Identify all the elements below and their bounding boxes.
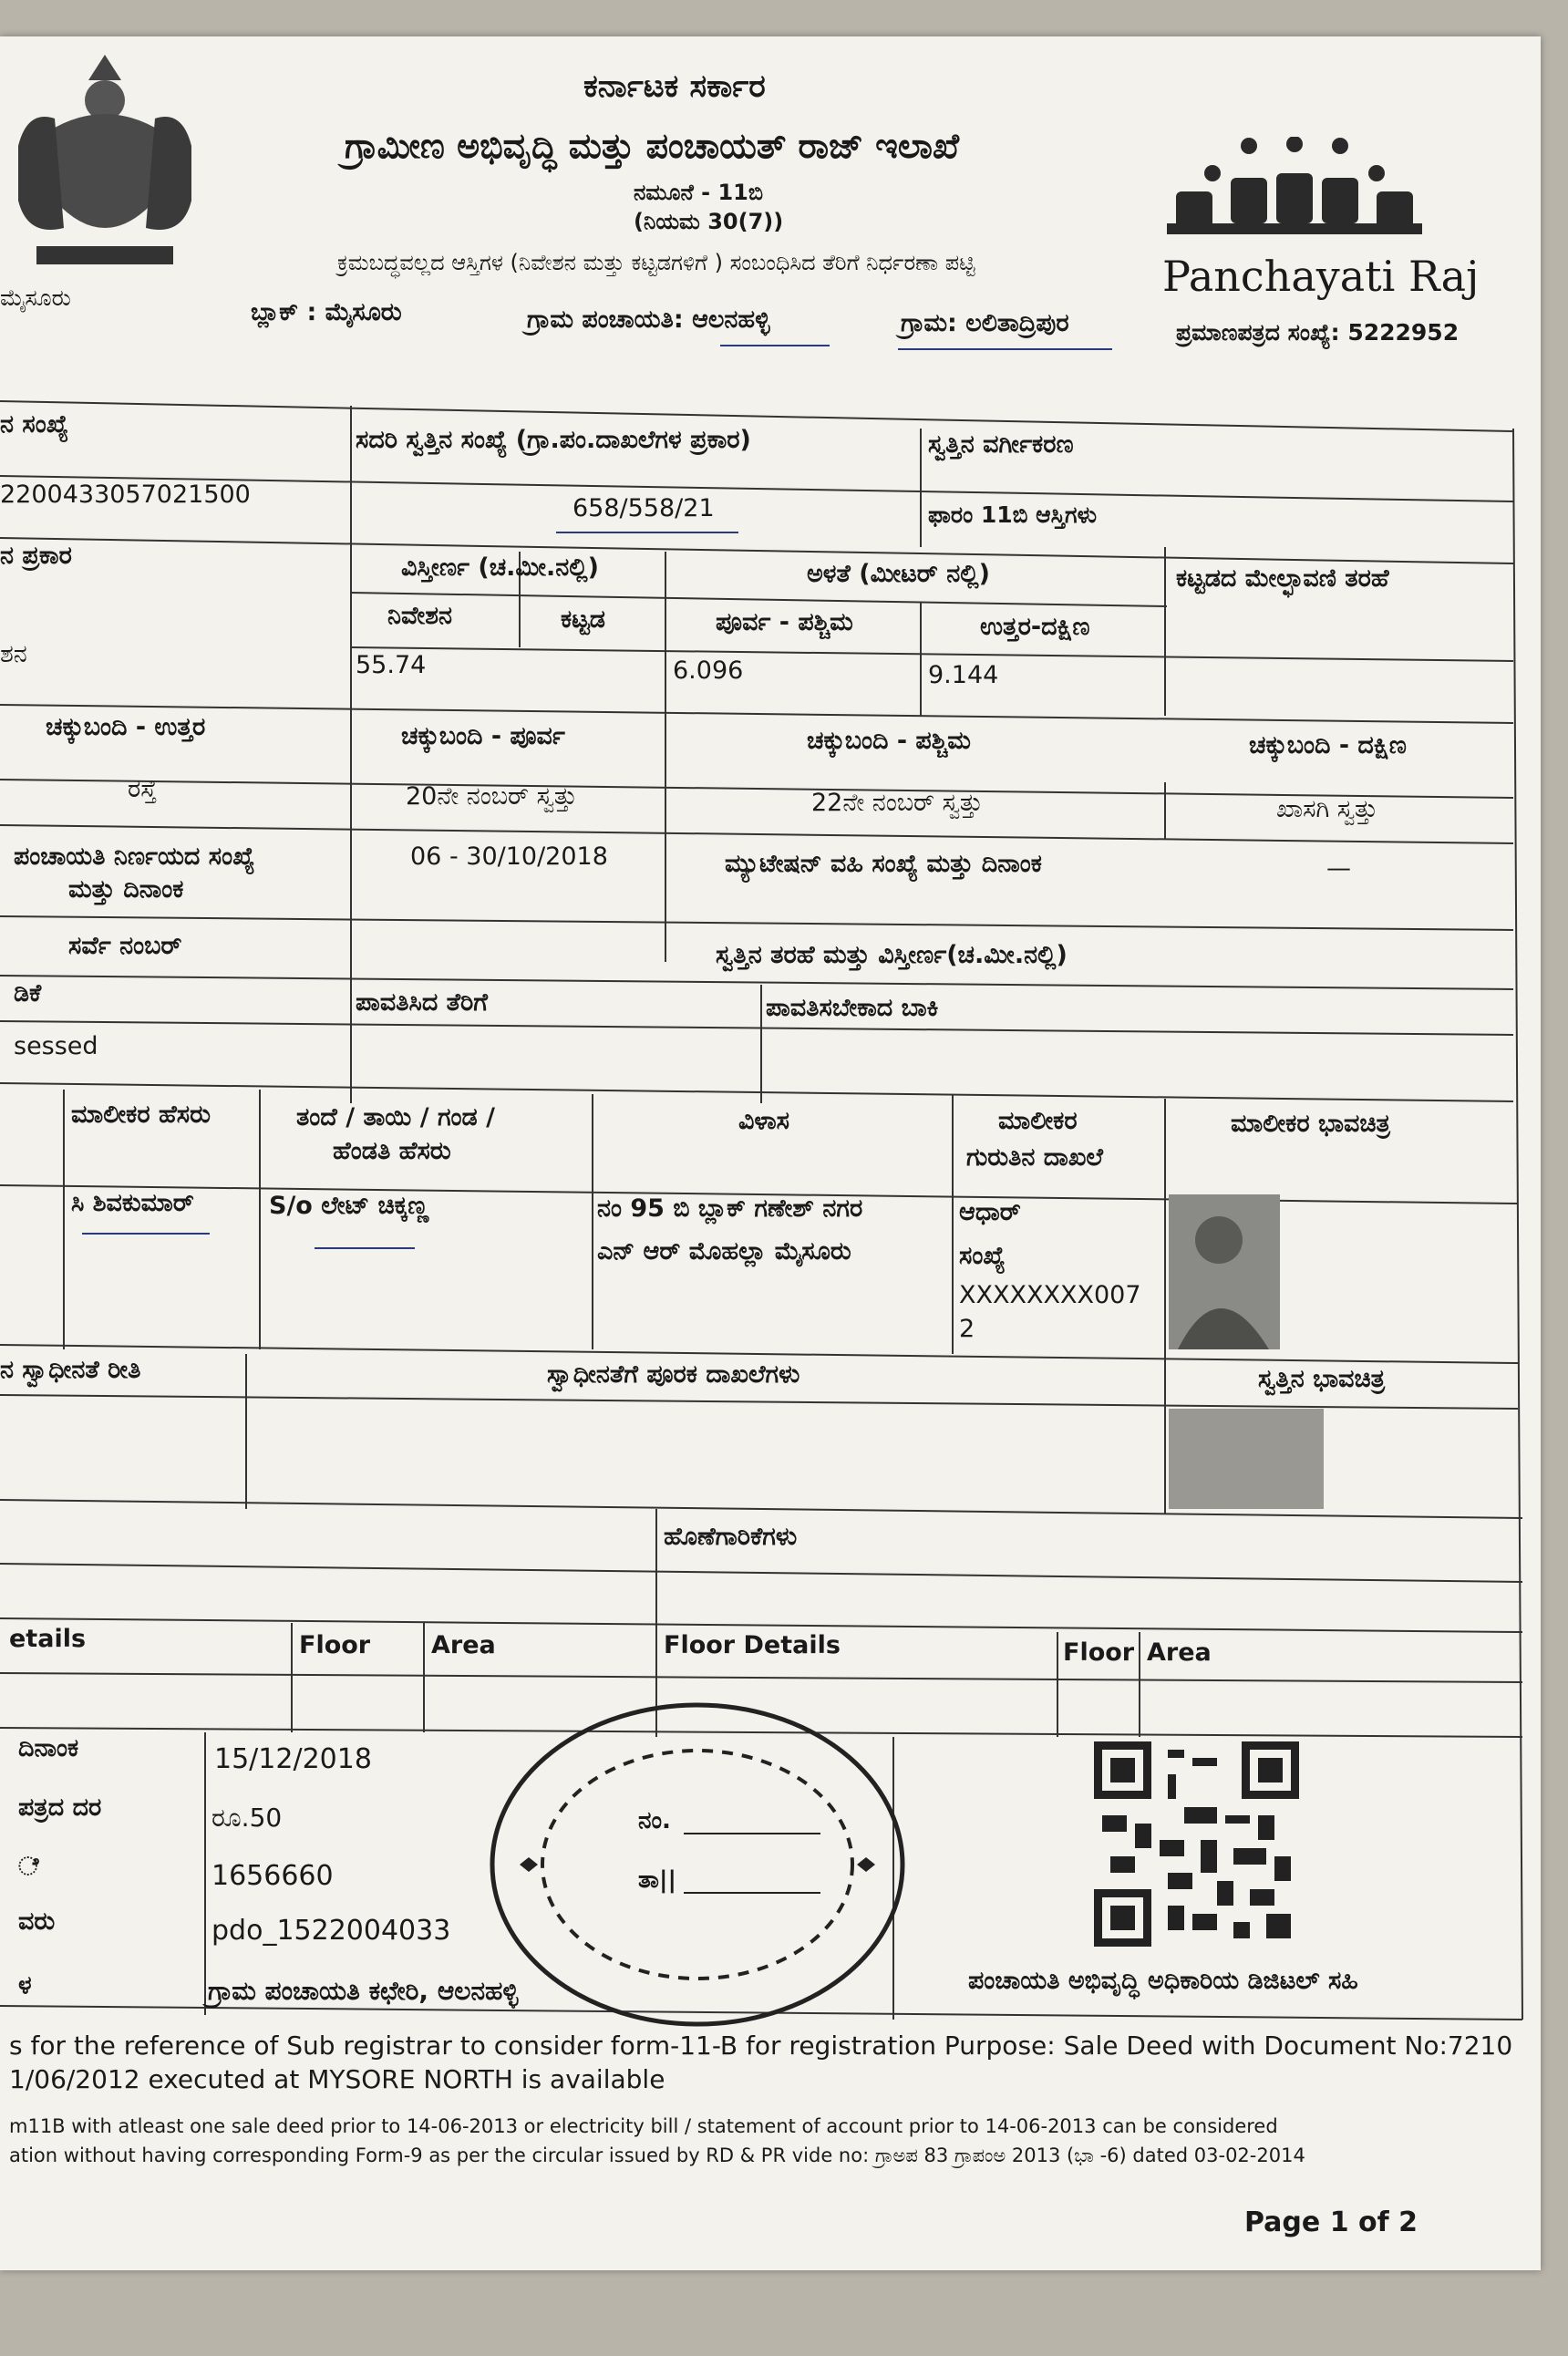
east-west-label: ಪೂರ್ವ - ಪಶ್ಚಿಮ <box>716 608 853 636</box>
roof-type-label: ಕಟ್ಟಡದ ಮೇಲ್ಛಾವಣಿ ತರಹೆ <box>1176 564 1389 593</box>
tax-demand-label: ಡಿಕೆ <box>14 979 42 1008</box>
owner-address-line-1: ನಂ 95 ಬಿ ಬ್ಲಾಕ್ ಗಣೇಶ್ ನಗರ <box>597 1194 863 1223</box>
mutation-value: — <box>1326 854 1351 883</box>
note-line-1: s for the reference of Sub registrar to consider form-11-B for registration Purpose: Sale Deed with Document No:7210 <box>9 2030 1513 2061</box>
district-label: ಮೈಸೂರು <box>0 284 71 311</box>
west-boundary-label: ಚಕ್ಕುಬಂದಿ - ಪಶ್ಚಿಮ <box>807 727 971 755</box>
resolution-value: 06 - 30/10/2018 <box>410 842 608 871</box>
floor-details-right-label: Floor Details <box>664 1631 841 1659</box>
issued-by: pdo_1522004033 <box>211 1915 451 1947</box>
south-boundary-value: ಖಾಸಗಿ ಸ್ವತ್ತು <box>1276 795 1378 823</box>
north-south-value: 9.144 <box>928 661 999 689</box>
issued-by-label: ವರು <box>18 1907 56 1936</box>
property-photo <box>1169 1409 1324 1509</box>
relation-label: ತಂದೆ / ತಾಯಿ / ಗಂಡ / <box>296 1103 495 1132</box>
classification-label: ಸ್ವತ್ತಿನ ವರ್ಗೀಕರಣ <box>928 430 1074 459</box>
floor-details-left-label: etails <box>9 1625 87 1653</box>
village-name: ಗ್ರಾಮ: ಲಲಿತಾದ್ರಿಪುರ <box>901 309 1069 337</box>
area-label: ವಿಸ್ತೀರ್ಣ (ಚ.ಮೀ.ನಲ್ಲಿ) <box>401 553 599 582</box>
east-boundary-value: 20ನೇ ನಂಬರ್ ಸ್ವತ್ತು <box>406 782 578 811</box>
classification-value: ಫಾರಂ 11ಬಿ ಆಸ್ತಿಗಳು <box>928 501 1098 528</box>
owner-photo <box>1169 1194 1280 1349</box>
address-label: ವಿಳಾಸ <box>738 1107 789 1135</box>
property-type-label: ನ ಪ್ರಕಾರ <box>0 542 72 570</box>
owner-aadhaar-number: XXXXXXXX007 <box>959 1281 1141 1309</box>
resolution-label-2: ಮತ್ತು ದಿನಾಂಕ <box>68 875 184 904</box>
issue-date-label: ದಿನಾಂಕ <box>18 1734 79 1762</box>
property-gp-number-label: ಸದರಿ ಸ್ವತ್ತಿನ ಸಂಖ್ಯೆ (ಗ್ರಾ.ಪಂ.ದಾಖಲೆಗಳ ಪ್ರಕಾರ) <box>356 426 751 454</box>
resolution-label: ಪಂಚಾಯತಿ ನಿರ್ಣಯದ ಸಂಖ್ಯೆ <box>14 842 255 871</box>
owner-aadhaar-number-2: 2 <box>959 1315 975 1343</box>
fee-label: ಪತ್ರದ ದರ <box>18 1793 102 1822</box>
stamp-date: ತಾ|| <box>638 1866 676 1894</box>
mutation-label: ಮ್ಯುಟೇಷನ್ ವಹಿ ಸಂಖ್ಯೆ ಮತ್ತು ದಿನಾಂಕ <box>725 850 1042 878</box>
floor-right-label: Floor <box>1063 1638 1135 1667</box>
relation-label-2: ಹೆಂಡತಿ ಹೆಸರು <box>333 1137 451 1165</box>
property-type-area-label: ಸ್ವತ್ತಿನ ತರಹೆ ಮತ್ತು ವಿಸ್ತೀರ್ಣ(ಚ.ಮೀ.ನಲ್ಲಿ) <box>716 941 1068 969</box>
owner-id-label: ಮಾಲೀಕರ <box>998 1107 1078 1135</box>
place-label: ಳ <box>18 1971 32 2000</box>
govt-title: ಕರ್ನಾಟಕ ಸರ್ಕಾರ <box>583 68 766 105</box>
ownership-docs-label: ಸ್ವಾಧೀನತೆಗೆ ಪೂರಕ ದಾಖಲೆಗಳು <box>547 1360 800 1389</box>
property-number: 658/558/21 <box>573 494 715 522</box>
qr-code-icon <box>1094 1741 1299 1947</box>
fee-value: ರೂ.50 <box>211 1803 283 1833</box>
office-seal-stamp-icon <box>483 1696 912 2033</box>
gram-panchayat-name: ಗ್ರಾಮ ಪಂಚಾಯತಿ: ಆಲನಹಳ್ಳಿ <box>527 305 770 334</box>
tax-paid-label: ಪಾವತಿಸಿದ ತೆರಿಗೆ <box>356 988 488 1017</box>
assessed-label: sessed <box>14 1032 98 1060</box>
site-label: ನಿವೇಶನ <box>387 602 453 630</box>
owner-relation: S/o ಲೇಟ್ ಚಿಕ್ಕಣ್ಣ <box>269 1192 429 1220</box>
owner-id-type: ಆಧಾರ್ <box>959 1198 1021 1226</box>
floor-left-label: Floor <box>299 1631 371 1659</box>
stamp-number: ನಂ. <box>638 1807 671 1834</box>
form-subtitle: ಕ್ರಮಬದ್ಧವಲ್ಲದ ಆಸ್ತಿಗಳ (ನಿವೇಶನ ಮತ್ತು ಕಟ್ಟಡಗಳಿಗೆ ) ಸಂಬಂಧಿಸಿದ ತೆರಿಗೆ ನಿರ್ಧರಣಾ ಪಟ್ಟಿ <box>337 250 975 275</box>
owner-name: ಸಿ ಶಿವಕುಮಾರ್ <box>71 1189 194 1217</box>
note-line-3: m11B with atleast one sale deed prior to 14-06-2013 or electricity bill / statement of account prior to 14-06-2013 can be considered <box>9 2115 1278 2137</box>
issue-place: ಗ್ರಾಮ ಪಂಚಾಯತಿ ಕಛೇರಿ, ಆಲನಹಳ್ಳಿ <box>208 1976 519 2006</box>
rule-number: (ನಿಯಮ 30(7)) <box>634 209 784 234</box>
east-boundary-label: ಚಕ್ಕುಬಂದಿ - ಪೂರ್ವ <box>401 722 565 750</box>
certificate-number: ಪ್ರಮಾಣಪತ್ರದ ಸಂಖ್ಯೆ: 5222952 <box>1176 319 1460 346</box>
property-type-value: ಶನ <box>0 640 27 668</box>
owner-id-type-2: ಸಂಖ್ಯೆ <box>959 1242 1006 1270</box>
east-west-value: 6.096 <box>673 656 744 685</box>
digital-signature-label: ಪಂಚಾಯತಿ ಅಭಿವೃದ್ಧಿ ಅಧಿಕಾರಿಯ ಡಿಜಿಟಲ್ ಸಹಿ <box>968 1967 1358 1995</box>
owner-address-line-2: ಎನ್ ಆರ್ ಮೊಹಲ್ಲಾ ಮೈಸೂರು <box>597 1237 851 1266</box>
survey-number-label: ಸರ್ವೆ ನಂಬರ್ <box>68 932 182 960</box>
north-south-label: ಉತ್ತರ-ದಕ್ಷಿಣ <box>980 613 1090 641</box>
issue-number-label: ೆ <box>18 1853 39 1881</box>
note-line-2: 1/06/2012 executed at MYSORE NORTH is available <box>9 2064 665 2094</box>
issue-date: 15/12/2018 <box>214 1743 372 1775</box>
measure-label: ಅಳತೆ (ಮೀಟರ್ ನಲ್ಲಿ) <box>807 560 990 588</box>
form-number: ನಮೂನೆ - 11ಬಿ <box>634 180 763 205</box>
block-name: ಬ್ಲಾಕ್ : ಮೈಸೂರು <box>251 298 402 326</box>
south-boundary-label: ಚಕ್ಕುಬಂದಿ - ದಕ್ಷಿಣ <box>1249 731 1407 760</box>
north-boundary-label: ಚಕ್ಕುಬಂದಿ - ಉತ್ತರ <box>46 713 206 741</box>
panchayati-raj-text: Panchayati Raj <box>1162 252 1480 301</box>
owner-name-label: ಮಾಲೀಕರ ಹೆಸರು <box>71 1100 211 1129</box>
property-number-label: ನ ಸಂಖ್ಯೆ <box>0 410 69 439</box>
issue-number: 1656660 <box>211 1860 334 1892</box>
north-boundary-value: ರಸ್ತೆ <box>128 775 157 803</box>
west-boundary-value: 22ನೇ ನಂಬರ್ ಸ್ವತ್ತು <box>811 789 984 817</box>
site-area-value: 55.74 <box>356 651 427 679</box>
property-id: 2200433057021500 <box>0 480 251 509</box>
building-label: ಕಟ್ಟಡ <box>561 605 605 634</box>
page-number: Page 1 of 2 <box>1244 2206 1418 2238</box>
area-left-label: Area <box>431 1631 496 1659</box>
tax-balance-label: ಪಾವತಿಸಬೇಕಾದ ಬಾಕಿ <box>766 994 939 1022</box>
owner-id-label-2: ಗುರುತಿನ ದಾಖಲೆ <box>966 1143 1103 1172</box>
property-photo-label: ಸ್ವತ್ತಿನ ಭಾವಚಿತ್ರ <box>1258 1365 1386 1393</box>
note-line-4: ation without having corresponding Form-9 as per the circular issued by RD & PR vide no: ಗ್ರಾಅಪ 83 ಗ್ರಾಪಂಅ 2013 (ಭಾ -6) dated 03-02-2014 <box>9 2144 1305 2166</box>
owner-photo-label: ಮಾಲೀಕರ ಭಾವಚಿತ್ರ <box>1231 1110 1390 1138</box>
liabilities-label: ಹೊಣೆಗಾರಿಕೆಗಳು <box>664 1523 798 1551</box>
ownership-method-label: ನ ಸ್ವಾಧೀನತೆ ರೀತಿ <box>0 1356 141 1384</box>
department-title: ಗ್ರಾಮೀಣ ಅಭಿವೃದ್ಧಿ ಮತ್ತು ಪಂಚಾಯತ್ ರಾಜ್ ಇಲಾಖೆ <box>345 126 960 166</box>
area-right-label: Area <box>1147 1638 1212 1667</box>
